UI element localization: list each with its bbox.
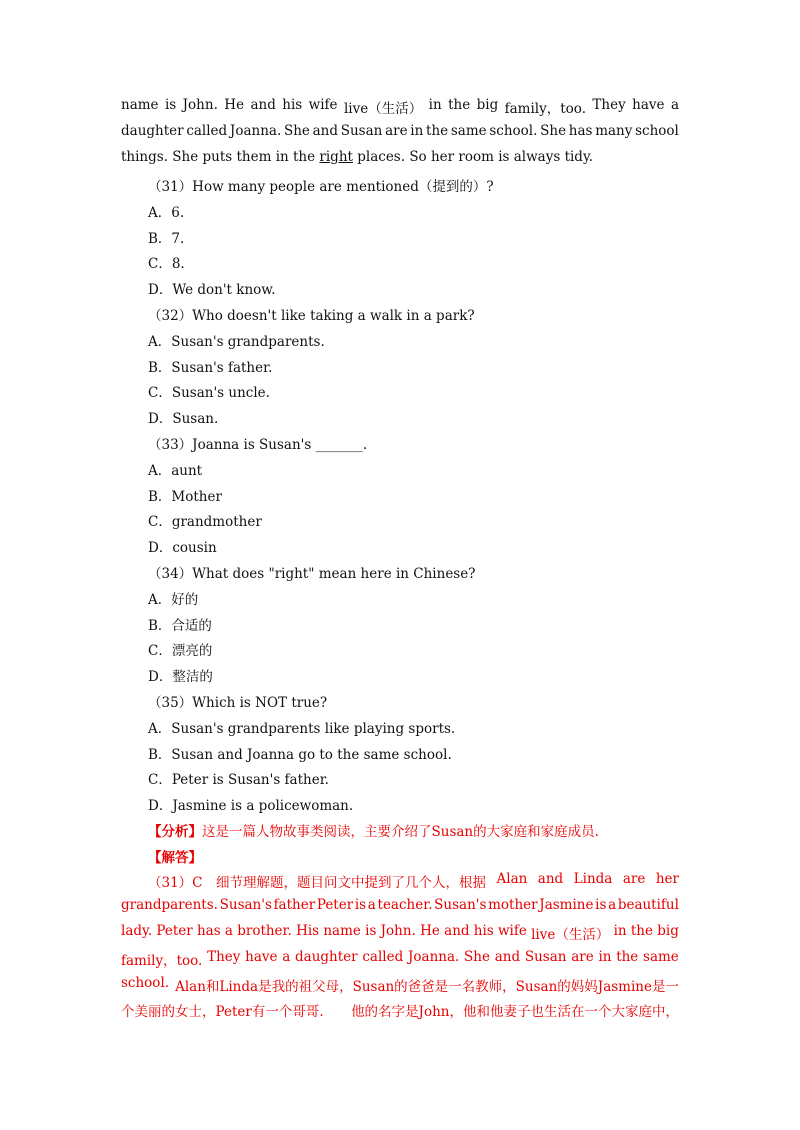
option: D．整洁的 (148, 669, 213, 685)
option: D．cousin (148, 540, 217, 556)
option: B．Susan and Joanna go to the same school. (148, 747, 452, 763)
option: A．Susan's grandparents like playing sports. (148, 721, 456, 737)
analysis-text: 这是一篇人物故事类阅读，主要介绍了Susan的大家庭和家庭成员. (202, 824, 599, 840)
line-text: family，too. They have a daughter called Joanna. She and Susan are in the same (121, 949, 679, 969)
analysis (148, 820, 599, 840)
answer-line-3 (121, 923, 679, 943)
answer-label: 【解答】 (148, 850, 202, 866)
option: C．Susan's uncle. (148, 385, 270, 401)
line-text: school. Alan和Linda是我的祖父母，Susan的爸爸是一名教师，Susan的妈妈Jasmine是一 (121, 975, 679, 995)
line-text: daughter called Joanna. She and Susan are in the same school. She has many school (121, 123, 679, 139)
answer-line-5 (121, 975, 679, 995)
option: A．aunt (148, 463, 203, 479)
option: B．7. (148, 231, 185, 247)
option: D．Susan. (148, 411, 219, 427)
line-text: name is John. He and his wife live（生活） in the big family，too. They have a (121, 97, 679, 117)
question-35: （35）Which is NOT true? (148, 695, 328, 711)
option: C．8. (148, 256, 185, 272)
passage-line-2 (121, 123, 679, 139)
question-34: （34）What does "right" mean here in Chinese? (148, 566, 476, 582)
line-text: 个美丽的女士，Peter有一个哥哥. 他的名字是John，他和他妻子也生活在一个大家庭中， (121, 1004, 679, 1020)
option: B．合适的 (148, 618, 212, 634)
underlined-word: right (319, 149, 353, 165)
answer-line-4 (121, 949, 679, 969)
option: A．6. (148, 205, 185, 221)
option: C．漂亮的 (148, 643, 213, 659)
question-31: （31）How many people are mentioned（提到的）? (148, 179, 494, 195)
option: C．grandmother (148, 514, 262, 530)
option: A．好的 (148, 592, 199, 608)
question-32: （32）Who doesn't like taking a walk in a park? (148, 308, 475, 324)
line-text: lady. Peter has a brother. His name is John. He and his wife live（生活） in the big (121, 923, 679, 943)
option: A．Susan's grandparents. (148, 334, 325, 350)
analysis-label: 【分析】 (148, 824, 202, 840)
option: C．Peter is Susan's father. (148, 772, 329, 788)
answer-line-1 (148, 871, 679, 891)
line-text: （31）C 细节理解题，题目问文中提到了几个人，根据 Alan and Linda are her (148, 871, 679, 891)
answer-line-6 (121, 1000, 679, 1020)
line-text: grandparents. Susan's father Peter is a teacher. Susan's mother Jasmine is a beautiful (121, 897, 679, 913)
option: D．Jasmine is a policewoman. (148, 798, 354, 814)
option: D．We don't know. (148, 282, 276, 298)
passage-line-3: things. She puts them in the right places. So her room is always tidy. (121, 149, 594, 165)
answer-line-2 (121, 897, 679, 913)
passage-line-1 (121, 97, 679, 117)
question-33: （33）Joanna is Susan's _______. (148, 437, 368, 453)
option: B．Mother (148, 489, 222, 505)
option: B．Susan's father. (148, 360, 273, 376)
